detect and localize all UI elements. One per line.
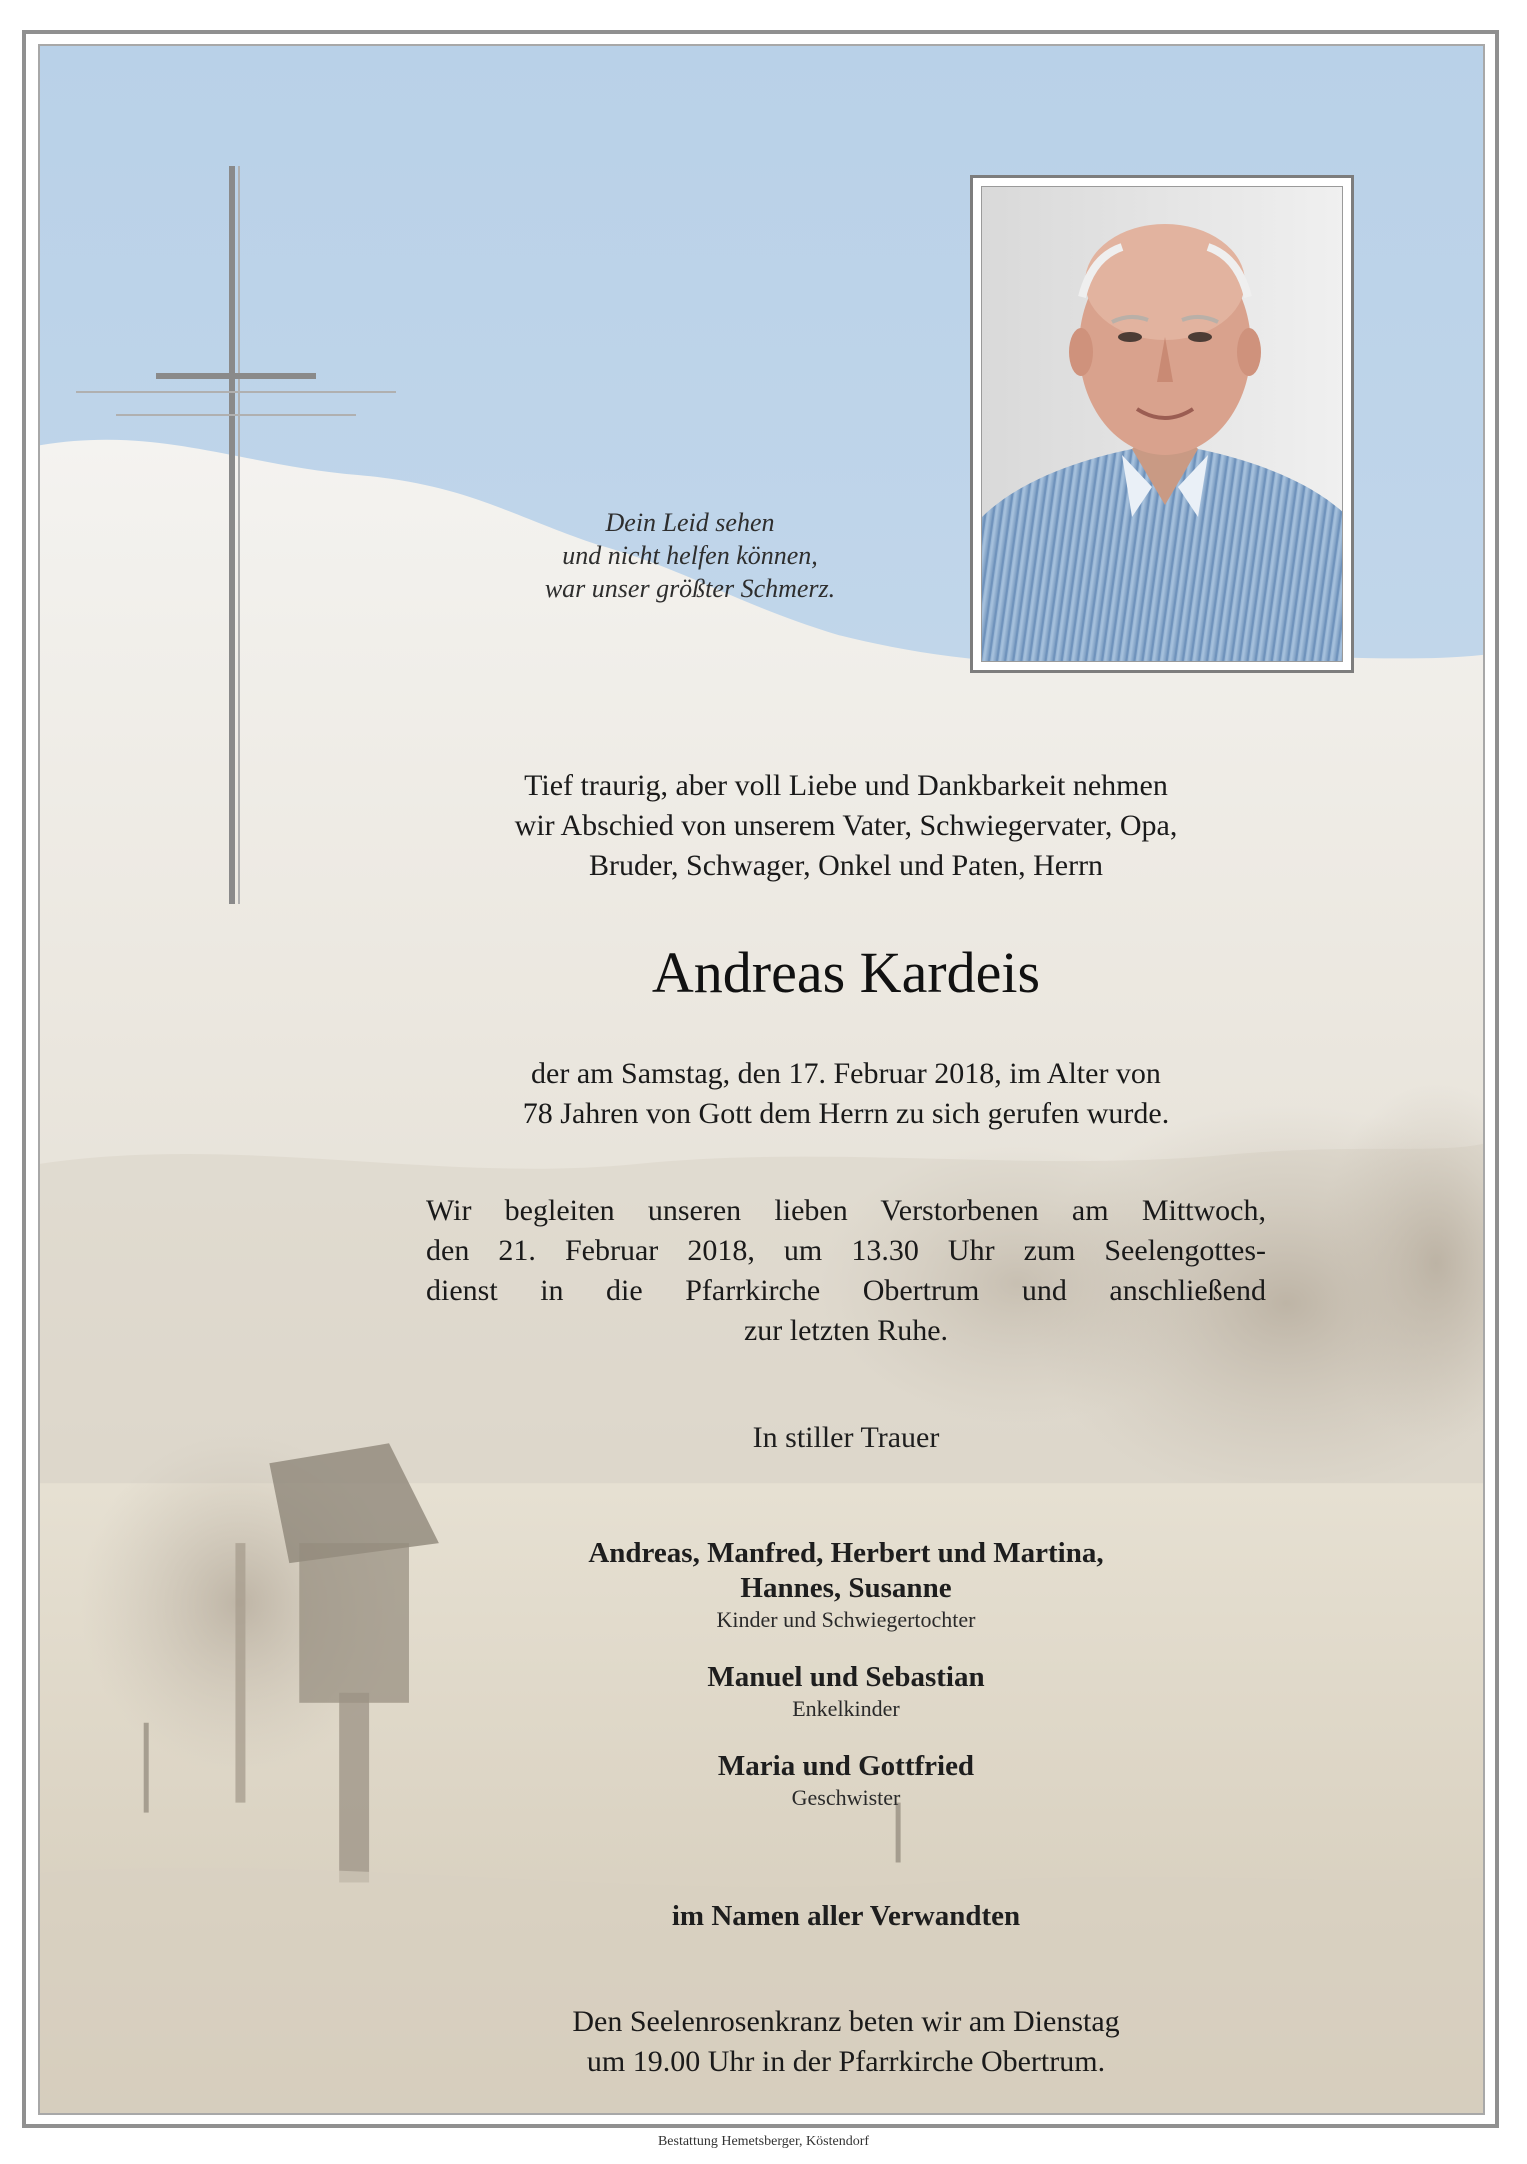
mourning-heading: In stiller Trauer bbox=[752, 1421, 940, 1454]
portrait-photo-frame bbox=[970, 175, 1354, 673]
intro-paragraph bbox=[416, 766, 1276, 886]
intro-line: wir Abschied von unserem Vater, Schwiegervater, Opa, bbox=[514, 809, 1178, 842]
rosary-line: Den Seelenrosenkranz beten wir am Dienstag bbox=[572, 2005, 1120, 2038]
quote-line: Dein Leid sehen bbox=[605, 508, 775, 537]
death-line: 78 Jahren von Gott dem Herrn zu sich gerufen wurde. bbox=[522, 1097, 1170, 1130]
portrait-photo bbox=[981, 186, 1343, 662]
rosary-line: um 19.00 Uhr in der Pfarrkirche Obertrum. bbox=[586, 2045, 1106, 2078]
funeral-line: den 21. Februar 2018, um 13.30 Uhr zum Seelengottes- bbox=[426, 1234, 1266, 1267]
intro-line: Bruder, Schwager, Onkel und Paten, Herrn bbox=[588, 849, 1104, 882]
mourner-group-grandchildren bbox=[416, 1660, 1276, 1723]
rosary-notice bbox=[416, 2002, 1276, 2082]
mourner-names: Manuel und Sebastian bbox=[707, 1661, 985, 1693]
funeral-home-credit: Bestattung Hemetsberger, Köstendorf bbox=[657, 2134, 870, 2149]
funeral-notice bbox=[416, 1191, 1276, 1351]
mourner-group-children bbox=[416, 1536, 1276, 1634]
mourner-names: Maria und Gottfried bbox=[717, 1750, 975, 1782]
mourner-relation: Kinder und Schwiegertochter bbox=[716, 1607, 976, 1632]
funeral-line: zur letzten Ruhe. bbox=[743, 1314, 949, 1347]
intro-line: Tief traurig, aber voll Liebe und Dankbarkeit nehmen bbox=[524, 769, 1168, 802]
cross-icon bbox=[76, 166, 406, 906]
death-line: der am Samstag, den 17. Februar 2018, im Alter von bbox=[531, 1057, 1161, 1090]
relatives-line: im Namen aller Verwandten bbox=[671, 1900, 1021, 1932]
obituary-card bbox=[38, 44, 1485, 2115]
funeral-line: dienst in die Pfarrkirche Obertrum und anschließend bbox=[426, 1274, 1266, 1307]
quote-line: war unser größter Schmerz. bbox=[544, 574, 836, 603]
deceased-name: Andreas Kardeis bbox=[651, 940, 1041, 1005]
mourner-names: Hannes, Susanne bbox=[740, 1572, 952, 1604]
funeral-line: Wir begleiten unseren lieben Verstorbenen am Mittwoch, bbox=[426, 1194, 1266, 1227]
death-notice bbox=[416, 1054, 1276, 1134]
mourner-relation: Enkelkinder bbox=[792, 1696, 900, 1721]
mourners-list bbox=[416, 1536, 1276, 1838]
mourner-group-siblings bbox=[416, 1749, 1276, 1812]
mourner-relation: Geschwister bbox=[791, 1785, 901, 1810]
memorial-quote bbox=[440, 506, 940, 605]
mourner-names: Andreas, Manfred, Herbert und Martina, bbox=[588, 1537, 1104, 1569]
quote-line: und nicht helfen können, bbox=[562, 541, 818, 570]
